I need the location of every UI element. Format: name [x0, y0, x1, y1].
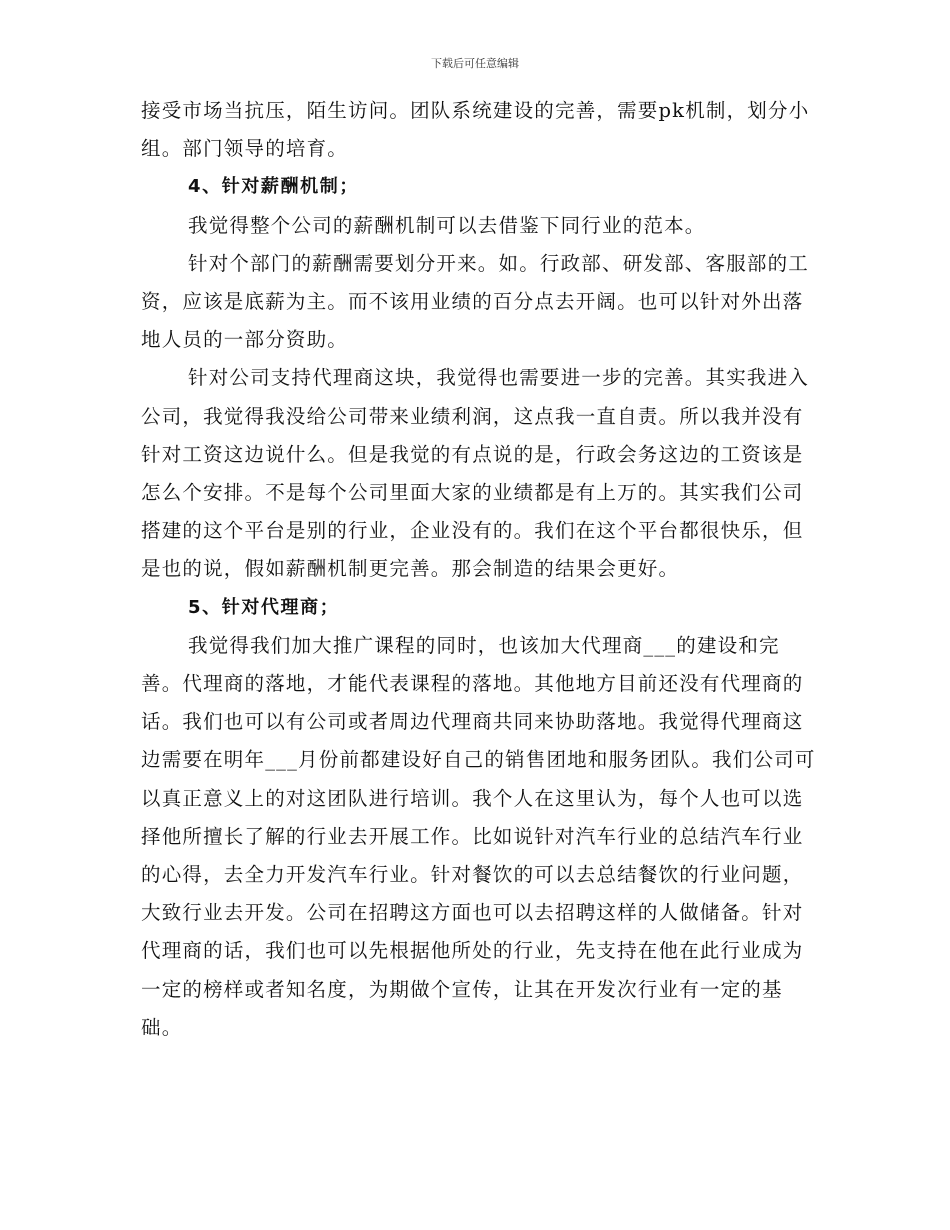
page-header: 下载后可任意编辑 [431, 57, 519, 70]
section-heading-agents: 5、针对代理商； [188, 596, 340, 618]
document-body [141, 92, 821, 1047]
paragraph-department-salary: 针对个部门的薪酬需要划分开来。如。行政部、研发部、客服部的工资，应该是底薪为主。而不该用业绩的百分点去开阔。也可以针对外出落地人员的一部分资助。 [141, 251, 810, 352]
section-heading-compensation: 4、针对薪酬机制； [188, 176, 359, 198]
paragraph-agent-support: 针对公司支持代理商这块，我觉得也需要进一步的完善。其实我进入公司，我觉得我没给公司带来业绩利润，这点我一直自责。所以我并没有针对工资这边说什么。但是我觉的有点说的是，行政会务这边的工资该是怎么个安排。不是每个公司里面大家的业绩都是有上万的。其实我们公司搭建的这个平台是别的行业，企业没有的。我们在这个平台都很快乐，但是也的说，假如薪酬机制更完善。那会制造的结果会更好。 [141, 366, 810, 581]
paragraph-compensation-benchmark: 我觉得整个公司的薪酬机制可以去借鉴下同行业的范本。 [188, 213, 706, 237]
paragraph-agent-development: 我觉得我们加大推广课程的同时，也该加大代理商___的建设和完善。代理商的落地，才能代表课程的落地。其他地方目前还没有代理商的话。我们也可以有公司或者周边代理商共同来协助落地。我觉得代理商这边需要在明年___月份前都建设好自己的销售团地和服务团队。我们公司可以真正意义上的对这团队进行培训。我个人在这里认为，每个人也可以选择他所擅长了解的行业去开展工作。比如说针对汽车行业的总结汽车行业的心得，去全力开发汽车行业。针对餐饮的可以去总结餐饮的行业问题，大致行业去开发。公司在招聘这方面也可以去招聘这样的人做储备。针对代理商的话，我们也可以先根据他所处的行业，先支持在他在此行业成为一定的榜样或者知名度，为期做个宣传，让其在开发次行业有一定的基础。 [141, 633, 816, 1039]
paragraph-pressure-team: 接受市场当抗压，陌生访问。团队系统建设的完善，需要pk机制，划分小组。部门领导的培育。 [141, 99, 810, 161]
